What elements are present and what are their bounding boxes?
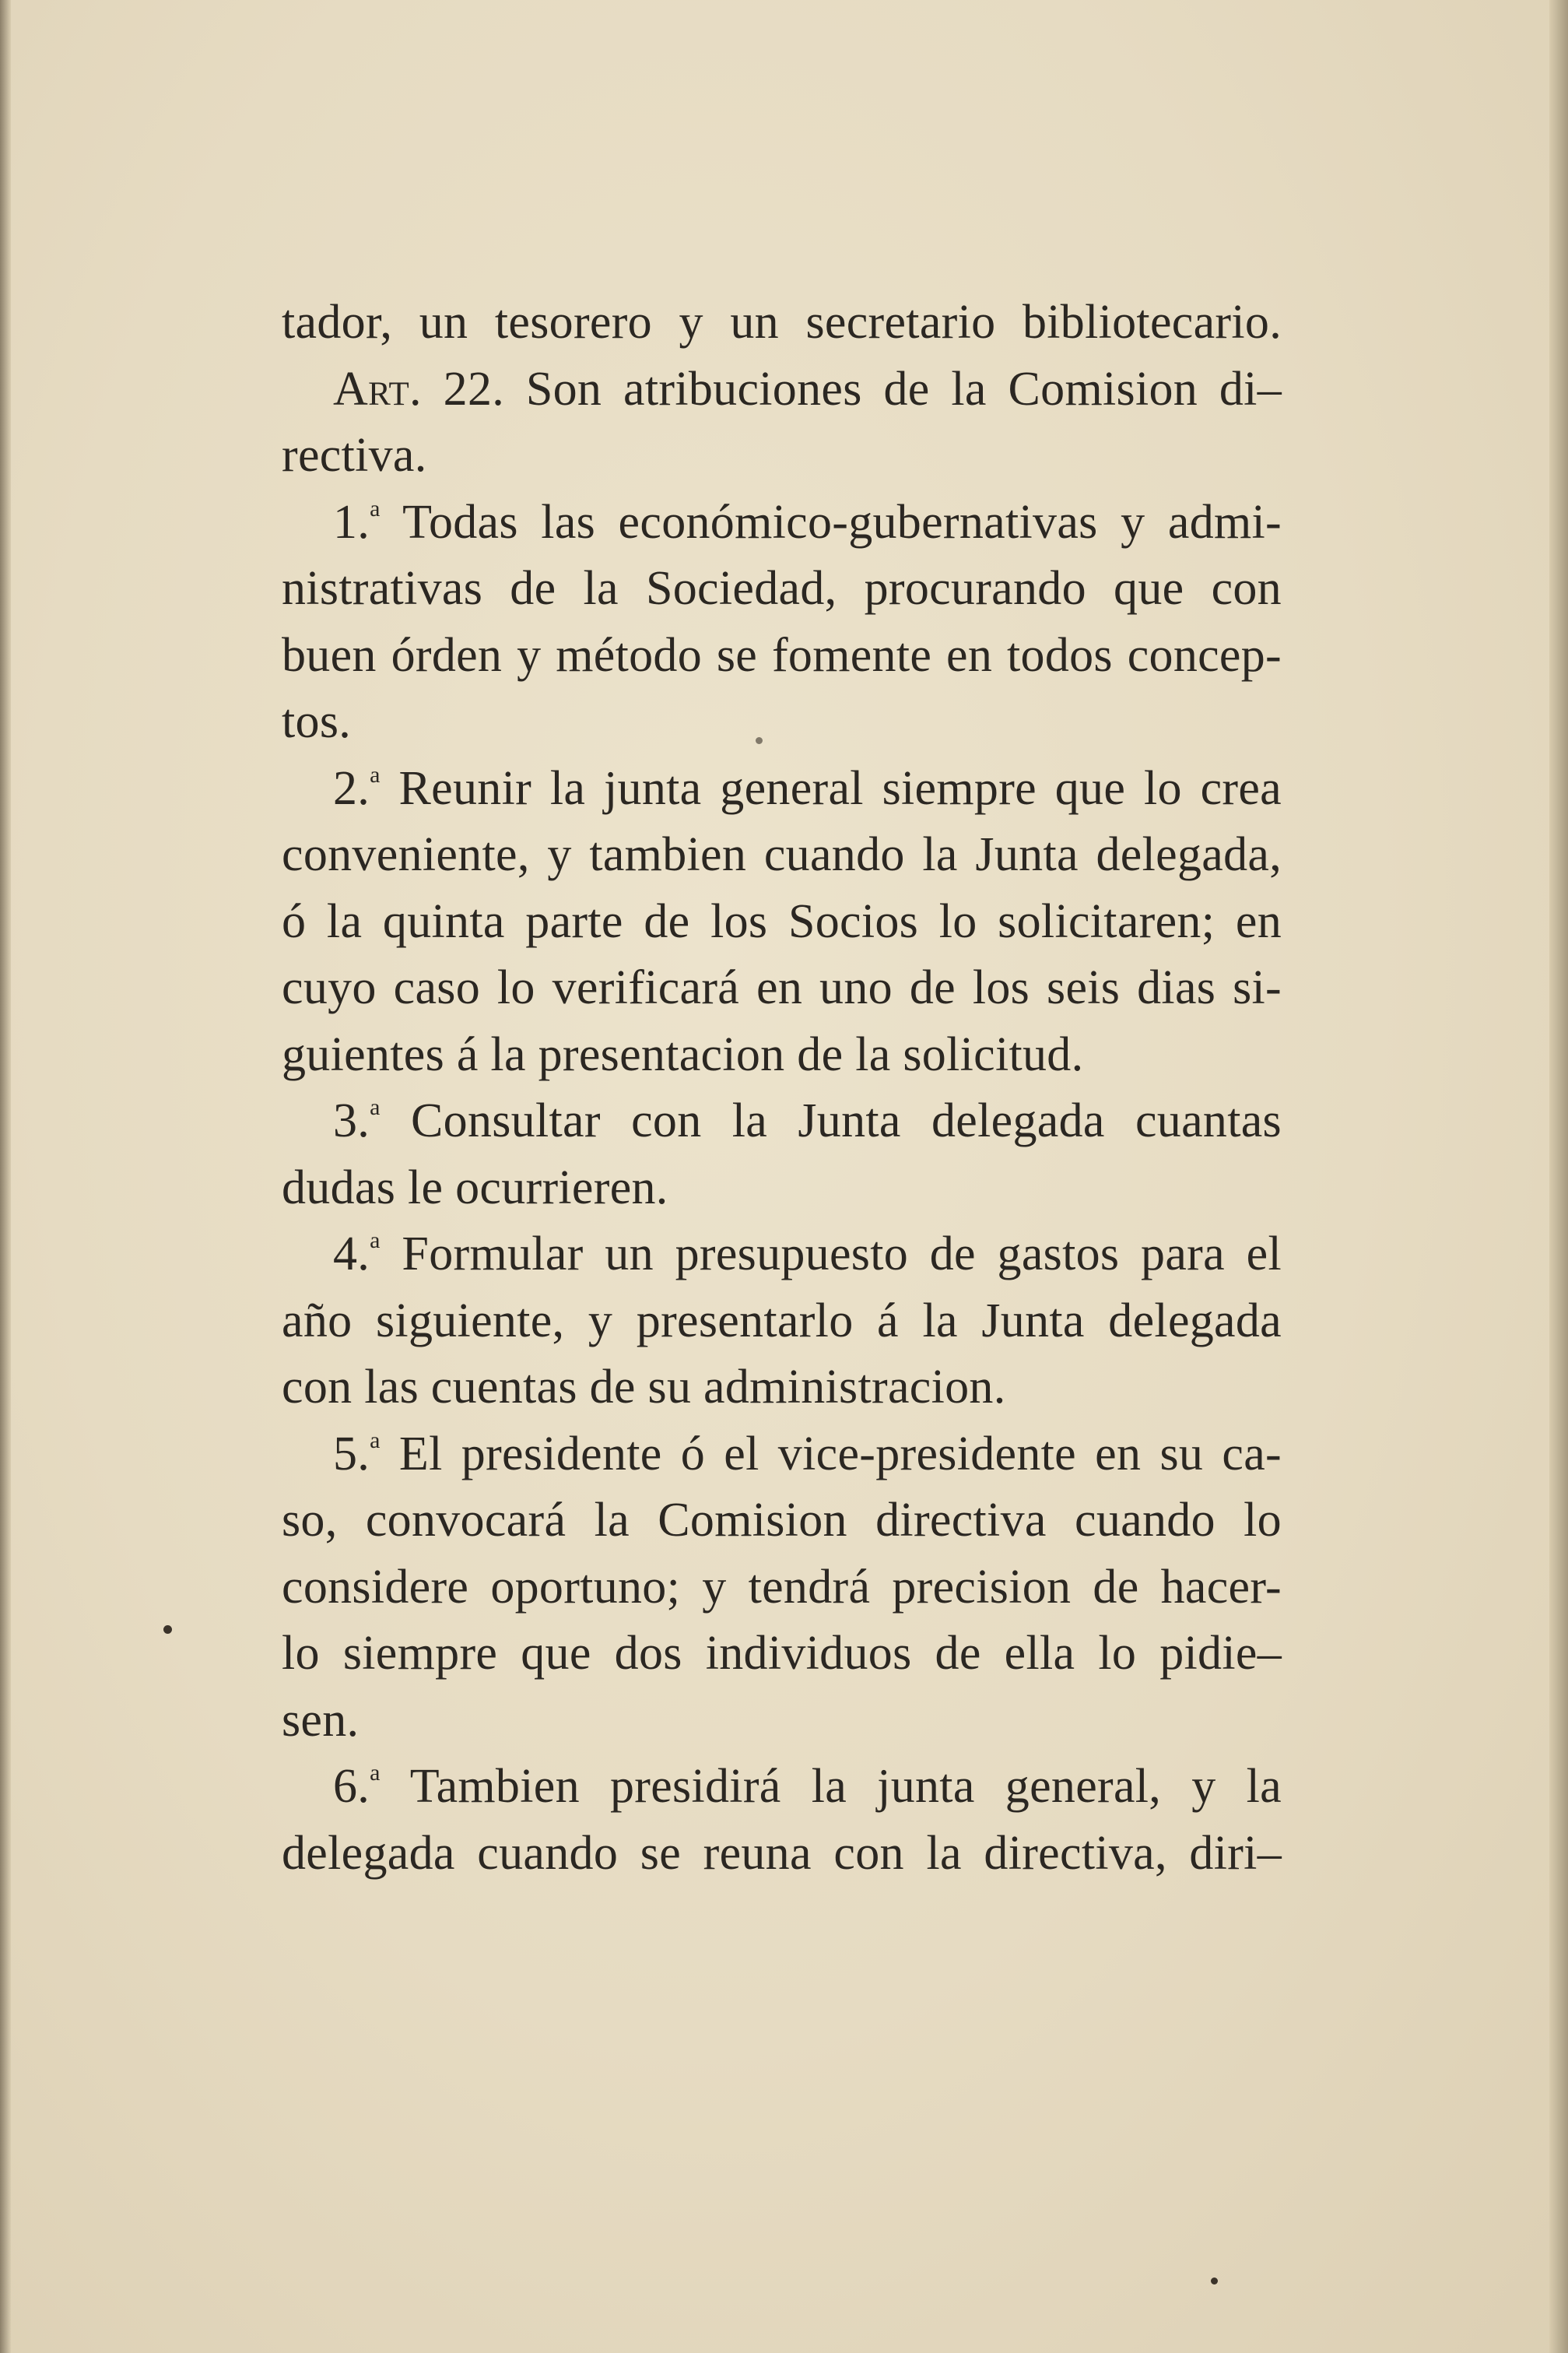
item-line [282, 490, 1282, 557]
article-heading-line [282, 356, 1282, 423]
item-text: El presidente ó el vice-presidente en su ca- [380, 1427, 1282, 1480]
item-line [282, 1221, 1282, 1288]
ordinal-superscript: a [370, 1094, 381, 1120]
ordinal-superscript: a [370, 495, 381, 522]
page-left-edge [0, 0, 11, 2353]
text-line: nistrativas de la Sociedad, procurando que con [282, 562, 1282, 615]
item-number: 2. [333, 761, 370, 815]
item-number: 6. [333, 1760, 370, 1813]
ink-speck [1211, 2277, 1218, 2285]
item-text: Todas las económico-gubernativas y admi- [380, 495, 1282, 549]
text-line: conveniente, y tambien cuando la Junta delegada, [282, 828, 1282, 881]
text-line: buen órden y método se fomente en todos concep- [282, 628, 1282, 682]
text-line: año siguiente, y presentarlo á la Junta delegada [282, 1294, 1282, 1347]
ink-speck [756, 737, 763, 744]
item-number: 4. [333, 1227, 370, 1280]
text-line: delegada cuando se reuna con la directiva, diri– [282, 1826, 1282, 1880]
text-line: con las cuentas de su administracion. [282, 1361, 1006, 1414]
ink-speck [163, 1625, 172, 1634]
item-number: 5. [333, 1427, 370, 1480]
item-line [282, 1421, 1282, 1488]
article-text: 22. Son atribuciones de la Comision di– [421, 362, 1282, 416]
body-text [282, 290, 1282, 1887]
text-line: lo siempre que dos individuos de ella lo pidie– [282, 1627, 1282, 1680]
item-number: 3. [333, 1094, 370, 1147]
text-line: tos. [282, 695, 352, 748]
item-line [282, 1088, 1282, 1155]
article-label: Art. [333, 362, 422, 416]
item-text: Formular un presupuesto de gastos para el [380, 1227, 1282, 1280]
text-line: so, convocará la Comision directiva cuando lo [282, 1494, 1282, 1547]
text-line: guientes á la presentacion de la solicitud. [282, 1027, 1084, 1081]
text-line: considere oportuno; y tendrá precision de hacer- [282, 1560, 1282, 1614]
item-text: Reunir la junta general siempre que lo crea [380, 761, 1282, 815]
item-line [282, 1754, 1282, 1821]
item-text: Tambien presidirá la junta general, y la [380, 1760, 1282, 1813]
ordinal-superscript: a [370, 1760, 381, 1786]
text-line: cuyo caso lo verificará en uno de los seis dias si- [282, 961, 1282, 1014]
text-line: dudas le ocurrieren. [282, 1161, 668, 1214]
page-right-edge [1549, 0, 1568, 2353]
ordinal-superscript: a [370, 761, 381, 788]
text-line: ó la quinta parte de los Socios lo solicitaren; en [282, 894, 1282, 948]
item-text: Consultar con la Junta delegada cuantas [380, 1094, 1282, 1147]
text-line: rectiva. [282, 429, 427, 482]
item-number: 1. [333, 495, 370, 549]
text-line: tador, un tesorero y un secretario bibliotecario. [282, 296, 1282, 349]
item-line [282, 756, 1282, 823]
ordinal-superscript: a [370, 1427, 381, 1453]
text-line: sen. [282, 1693, 360, 1747]
ordinal-superscript: a [370, 1227, 381, 1253]
